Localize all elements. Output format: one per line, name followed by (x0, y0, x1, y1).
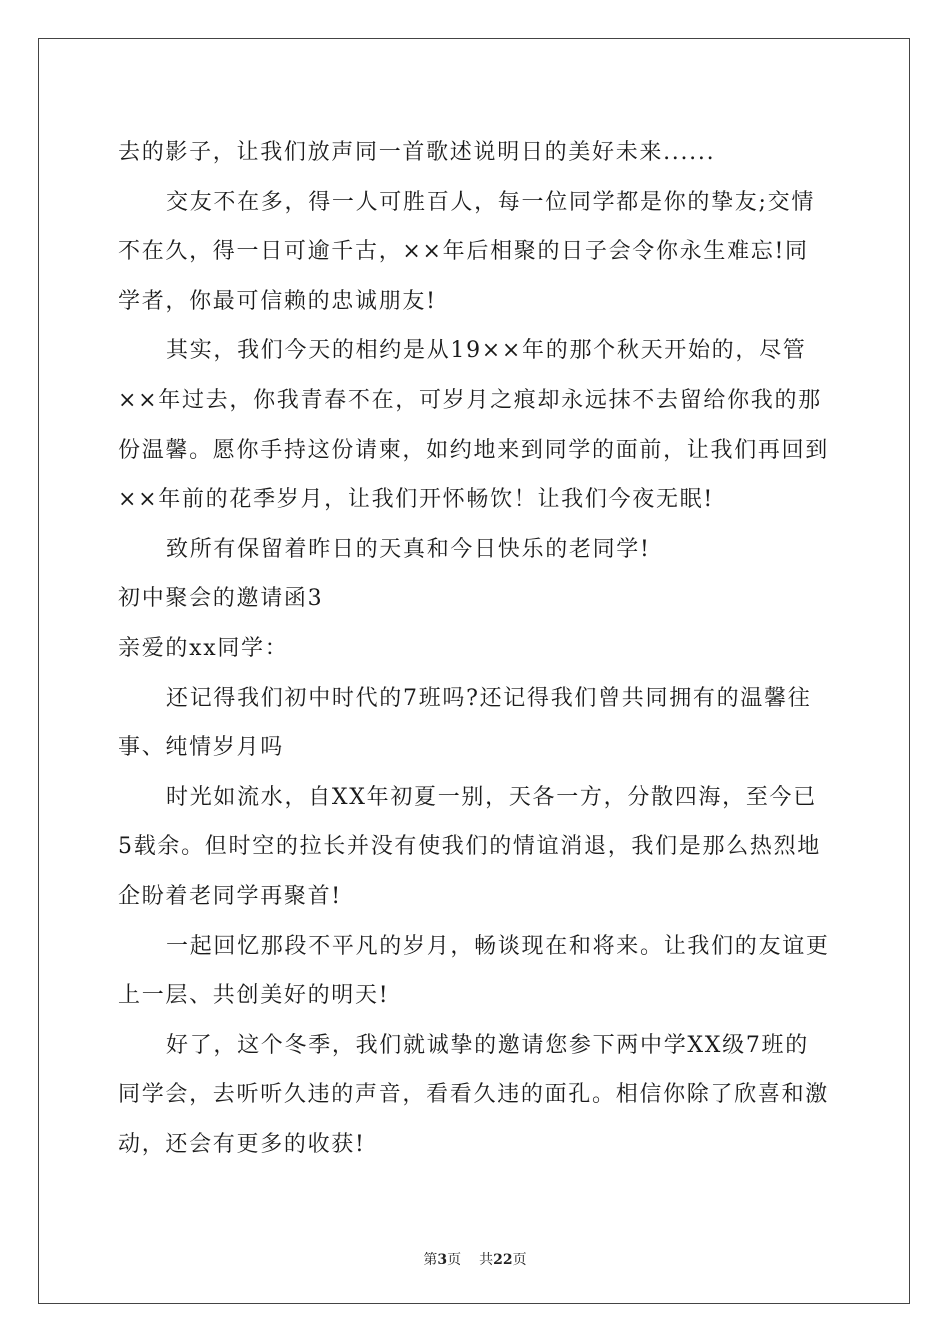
text-line: 学者，你最可信赖的忠诚朋友! (118, 288, 437, 314)
document-body (118, 128, 838, 1169)
footer-total-prefix: 共 (479, 1252, 494, 1268)
text-line: 一起回忆那段不平凡的岁月，畅谈现在和将来。让我们的友谊更 (166, 933, 830, 959)
page-footer (0, 1249, 950, 1269)
text-line: 企盼着老同学再聚首! (118, 883, 342, 909)
footer-page-number: 3 (437, 1252, 448, 1268)
text-line: 还记得我们初中时代的7班吗?还记得我们曾共同拥有的温馨往 (166, 685, 812, 711)
text-line: 动，还会有更多的收获! (118, 1131, 366, 1157)
footer-page-suffix: 页 (447, 1252, 462, 1268)
text-line: 时光如流水，自XX年初夏一别，天各一方，分散四海，至今已 (166, 784, 817, 810)
text-line: 初中聚会的邀请函3 (118, 586, 324, 612)
text-line: 同学会，去听听久违的声音，看看久违的面孔。相信你除了欣喜和激 (118, 1082, 830, 1108)
text-line: 交友不在多，得一人可胜百人，每一位同学都是你的挚友;交情 (166, 189, 816, 215)
text-line: 去的影子，让我们放声同一首歌述说明日的美好未来...... (118, 140, 716, 165)
text-line: 份温馨。愿你手持这份请柬，如约地来到同学的面前，让我们再回到 (118, 437, 830, 463)
text-line: 5载余。但时空的拉长并没有使我们的情谊消退，我们是那么热烈地 (118, 834, 821, 860)
text-line: 不在久，得一日可逾千古，××年后相聚的日子会令你永生难忘!同 (118, 239, 809, 265)
text-line: ××年前的花季岁月，让我们开怀畅饮！让我们今夜无眠! (118, 487, 714, 513)
text-line: ××年过去，你我青春不在，可岁月之痕却永远抹不去留给你我的那 (118, 387, 822, 413)
text-line: 致所有保留着昨日的天真和今日快乐的老同学! (166, 536, 651, 562)
footer-page-prefix: 第 (423, 1252, 438, 1268)
footer-total-number: 22 (493, 1252, 513, 1268)
text-line: 好了，这个冬季，我们就诚挚的邀请您参下两中学XX级7班的 (166, 1032, 809, 1058)
footer-total-suffix: 页 (512, 1252, 527, 1268)
text-line: 上一层、共创美好的明天! (118, 983, 390, 1009)
text-line: 亲爱的xx同学： (118, 635, 289, 661)
text-line: 事、纯情岁月吗 (118, 735, 284, 761)
text-line: 其实，我们今天的相约是从19××年的那个秋天开始的，尽管 (166, 338, 807, 364)
